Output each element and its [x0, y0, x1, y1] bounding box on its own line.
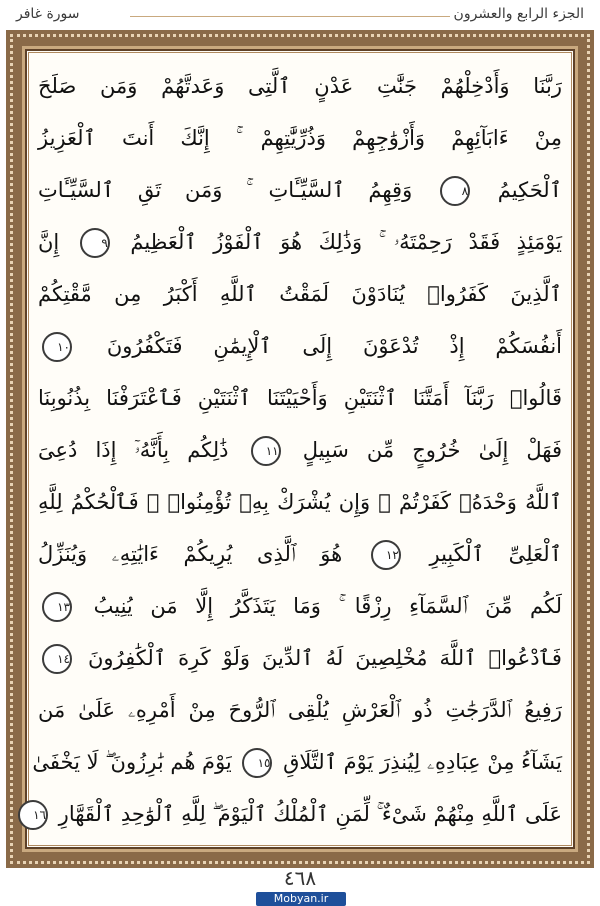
ayah-number-marker: ٩ — [80, 228, 110, 258]
verse-line — [38, 372, 562, 424]
verse-text: ذَٰلِكُم بِأَنَّهُۥٓ إِذَا دُعِىَ — [38, 438, 229, 462]
ayah-number-marker: ١٦ — [18, 800, 48, 830]
verse-text-block — [32, 60, 562, 842]
ayah-number-marker: ١١ — [251, 436, 281, 466]
verse-text: رَفِيعُ ٱلدَّرَجَٰتِ ذُو ٱلْعَرْشِ يُلْقِى ٱلرُّوحَ مِنْ أَمْرِهِۦ عَلَىٰ مَن — [38, 698, 562, 722]
verse-text: رَبَّنَا وَأَدْخِلْهُمْ جَنَّٰتِ عَدْنٍ ٱلَّتِى وَعَدتَّهُمْ وَمَن صَلَحَ — [38, 74, 562, 98]
verse-text: ٱلْعَلِىِّ ٱلْكَبِيرِ — [429, 542, 562, 566]
surah-title: سورة غافر — [16, 6, 80, 22]
verse-text: يَوْمَ هُم بَٰرِزُونَ ۖ لَا يَخْفَىٰ — [32, 750, 232, 774]
header-rule — [130, 16, 450, 17]
verse-text: فَٱدْعُوا۟ ٱللَّهَ مُخْلِصِينَ لَهُ ٱلدِّينَ وَلَوْ كَرِهَ ٱلْكَٰفِرُونَ — [88, 646, 562, 670]
verse-line — [38, 424, 562, 476]
verse-text: إِنَّ — [38, 230, 60, 254]
verse-line — [38, 632, 562, 684]
verse-line — [38, 216, 562, 268]
verse-text: يَشَآءُ مِنْ عِبَادِهِۦ لِيُنذِرَ يَوْمَ ٱلتَّلَاقِ — [283, 750, 562, 774]
verse-line — [38, 684, 562, 736]
ayah-number-marker: ١٤ — [42, 644, 72, 674]
verse-text: ٱلْحَكِيمُ — [497, 178, 562, 202]
juz-title: الجزء الرابع والعشرون — [453, 6, 584, 22]
verse-text: قَالُوا۟ رَبَّنَآ أَمَتَّنَا ٱثْنَتَيْنِ وَأَحْيَيْتَنَا ٱثْنَتَيْنِ فَٱعْتَرَفْنَا بِذُنُوبِنَا — [38, 386, 562, 410]
verse-text: مِنْ ءَابَآئِهِمْ وَأَزْوَٰجِهِمْ وَذُرِّيَّٰتِهِمْ ۚ إِنَّكَ أَنتَ ٱلْعَزِيزُ — [38, 126, 562, 150]
verse-text: هُوَ ٱلَّذِى يُرِيكُمْ ءَايَٰتِهِۦ وَيُنَزِّلُ — [38, 542, 343, 566]
verse-line — [33, 788, 562, 840]
verse-text: لَكُم مِّنَ ٱلسَّمَآءِ رِزْقًا ۚ وَمَا يَتَذَكَّرُ إِلَّا مَن يُنِيبُ — [93, 594, 562, 618]
ayah-number-marker: ١٣ — [42, 592, 72, 622]
verse-text: ٱللَّهُ وَحْدَهُۥ كَفَرْتُمْ ۖ وَإِن يُشْرَكْ بِهِۦ تُؤْمِنُوا۟ ۚ فَٱلْحُكْمُ لِلَّهِ — [38, 490, 562, 514]
verse-text: عَلَى ٱللَّهِ مِنْهُمْ شَىْءٌ ۚ لِّمَنِ ٱلْمُلْكُ ٱلْيَوْمَ ۖ لِلَّهِ ٱلْوَٰحِدِ ٱلْقَهَّارِ — [58, 802, 562, 826]
ayah-number-marker: ١٠ — [42, 332, 72, 362]
verse-text: ٱلَّذِينَ كَفَرُوا۟ يُنَادَوْنَ لَمَقْتُ ٱللَّهِ أَكْبَرُ مِن مَّقْتِكُمْ — [38, 282, 562, 306]
verse-text: وَقِهِمُ ٱلسَّيِّـَٔاتِ ۚ وَمَن تَقِ ٱلسَّيِّـَٔاتِ — [38, 178, 413, 202]
verse-text: يَوْمَئِذٍ فَقَدْ رَحِمْتَهُۥ ۚ وَذَٰلِكَ هُوَ ٱلْفَوْزُ ٱلْعَظِيمُ — [130, 230, 562, 254]
verse-text: أَنفُسَكُمْ إِذْ تُدْعَوْنَ إِلَى ٱلْإِيمَٰنِ فَتَكْفُرُونَ — [106, 334, 562, 358]
verse-line — [38, 320, 562, 372]
page-header — [0, 4, 600, 28]
verse-line — [38, 164, 562, 216]
verse-line — [32, 736, 562, 788]
verse-line — [38, 60, 562, 112]
site-watermark: Mobyan.ir — [256, 892, 346, 906]
verse-line — [38, 528, 562, 580]
ayah-number-marker: ١٥ — [242, 748, 272, 778]
verse-text: فَهَلْ إِلَىٰ خُرُوجٍ مِّن سَبِيلٍ — [302, 438, 562, 462]
verse-line — [38, 580, 562, 632]
verse-line — [38, 112, 562, 164]
ayah-number-marker: ١٢ — [371, 540, 401, 570]
verse-line — [38, 268, 562, 320]
ayah-number-marker: ٨ — [440, 176, 470, 206]
verse-line — [38, 476, 562, 528]
page-number: ٤٦٨ — [283, 866, 317, 890]
